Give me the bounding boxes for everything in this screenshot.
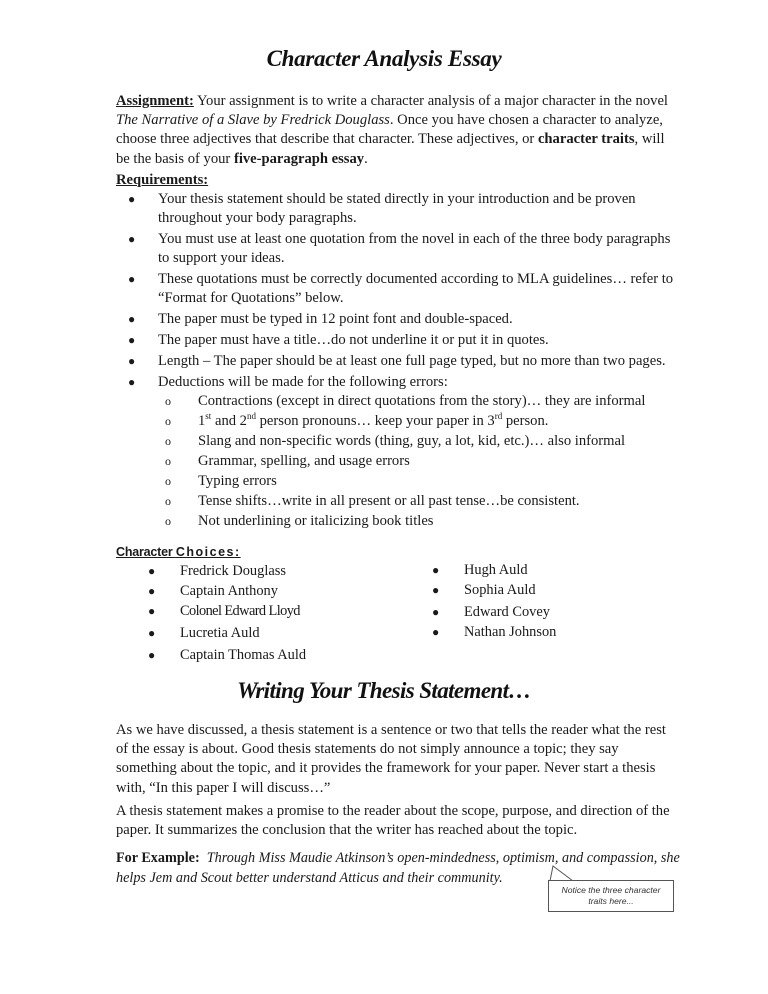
character-traits-term: character traits <box>537 131 635 148</box>
deduction-item: o Slang and non-specific words (thing, guy, a lot, kid, etc.)… also informal <box>165 433 626 449</box>
circle-bullet-icon: o <box>165 514 171 528</box>
example-thesis-text: Through Miss Maudie Atkinson’s open-mindedness, optimism, and compassion, she helps Jem and Scout better understand Atticus and their community. <box>116 850 680 886</box>
circle-bullet-icon: o <box>165 414 171 428</box>
requirement-item: ● Your thesis statement should be stated directly in your introduction and be proven throughout your body paragraphs. <box>128 191 636 226</box>
character-item: ● Edward Covey <box>432 604 550 620</box>
requirements-list <box>116 190 676 533</box>
example-label: For Example: <box>116 850 200 866</box>
bullet-icon: ● <box>128 272 136 286</box>
deduction-item: o Grammar, spelling, and usage errors <box>165 453 410 469</box>
character-list-column-2 <box>432 560 556 642</box>
assignment-label: Assignment: <box>116 93 194 109</box>
circle-bullet-icon: o <box>165 454 171 468</box>
bullet-icon: ● <box>432 605 440 619</box>
annotation-callout: Notice the three character traits here... <box>548 880 674 912</box>
bullet-icon: ● <box>128 192 136 206</box>
character-item: ● Fredrick Douglass <box>148 563 286 579</box>
bullet-icon: ● <box>128 312 136 326</box>
deduction-item: o Tense shifts…write in all present or all past tense…be consistent. <box>165 493 580 509</box>
deduction-item: o Typing errors <box>165 473 277 489</box>
five-paragraph-essay-term: five-paragraph essay <box>233 150 365 167</box>
character-item: ● Nathan Johnson <box>432 624 557 640</box>
requirement-item: ● The paper must be typed in 12 point font and double-spaced. <box>128 311 513 327</box>
bullet-icon: ● <box>148 584 156 598</box>
assignment-text-3: , will be the basis of your <box>116 131 665 167</box>
circle-bullet-icon: o <box>165 474 171 488</box>
bullet-icon: ● <box>148 604 155 618</box>
character-item: ● Captain Thomas Auld <box>148 647 307 663</box>
circle-bullet-icon: o <box>165 434 171 448</box>
character-choices-heading: Character Choices: <box>116 545 241 559</box>
bullet-icon: ● <box>432 563 440 577</box>
character-list-column-1 <box>148 561 306 665</box>
bullet-icon: ● <box>148 564 156 578</box>
requirement-item: ● The paper must have a title…do not underline it or put it in quotes. <box>128 332 549 348</box>
assignment-text-1: Your assignment is to write a character analysis of a major character in the novel <box>193 93 668 109</box>
document-title: Character Analysis Essay <box>266 46 502 71</box>
circle-bullet-icon: o <box>165 494 171 508</box>
bullet-icon: ● <box>432 583 440 597</box>
bullet-icon: ● <box>432 625 440 639</box>
requirement-item: ● These quotations must be correctly documented according to MLA guidelines… refer to “Format for Quotations” below. <box>128 271 674 306</box>
character-item: ● Colonel Edward Lloyd <box>148 603 300 619</box>
assignment-text-2: . Once you have chosen a character to analyze, choose three adjectives that describe that character. These adjectives, or <box>116 112 663 148</box>
circle-bullet-icon: o <box>165 394 171 408</box>
bullet-icon: ● <box>128 333 136 347</box>
requirement-item: ● You must use at least one quotation from the novel in each of the three body paragraphs to support your ideas. <box>128 231 671 266</box>
bullet-icon: ● <box>148 626 156 640</box>
assignment-text-4: . <box>364 150 368 167</box>
thesis-paragraph-2: A thesis statement makes a promise to the reader about the scope, purpose, and direction of the paper. It summarizes the conclusion that the writer has reached about the topic. <box>116 803 670 839</box>
bullet-icon: ● <box>148 648 156 662</box>
bullet-icon: ● <box>128 375 136 389</box>
character-item: ● Lucretia Auld <box>148 625 260 641</box>
deduction-item: o 1st and 2nd person pronouns… keep your paper in 3rd person. <box>165 411 549 429</box>
character-item: ● Sophia Auld <box>432 582 536 598</box>
deduction-item: o Not underlining or italicizing book titles <box>165 513 434 529</box>
character-item: ● Captain Anthony <box>148 583 278 599</box>
deduction-item: o Contractions (except in direct quotations from the story)… they are informal <box>165 393 646 409</box>
thesis-section-heading: Writing Your Thesis Statement… <box>237 678 531 703</box>
requirement-item-deductions: ● Deductions will be made for the following errors: o Contractions (except in direct quotations from the story)… they are informal o 1st and 2nd person pronouns… keep your paper in 3rd person. o Slang and non-specific words (thing, guy, a lot, kid, etc.)… also informal o Grammar, spelling, and usage errors o Typing errors o Tense shifts…write in all present or all past tense…be consistent. o Not underlining or italicizing book titles <box>116 373 676 531</box>
bullet-icon: ● <box>128 232 136 246</box>
character-item: ● Hugh Auld <box>432 562 528 578</box>
requirements-heading: Requirements: <box>116 172 209 188</box>
assignment-paragraph <box>116 92 676 169</box>
bullet-icon: ● <box>128 354 136 368</box>
thesis-paragraph-1: As we have discussed, a thesis statement is a sentence or two that tells the reader what the rest of the essay is about. Good thesis statements do not simply announce a topic; they say something about the topic, and it provides the framework for your paper. Never start a thesis with, “In this paper I will discuss…” <box>116 722 666 796</box>
novel-title: The Narrative of a Slave by Fredrick Douglass <box>116 112 390 129</box>
requirement-item: ● Length – The paper should be at least one full page typed, but no more than two pages. <box>128 353 666 369</box>
deductions-list <box>158 392 676 531</box>
